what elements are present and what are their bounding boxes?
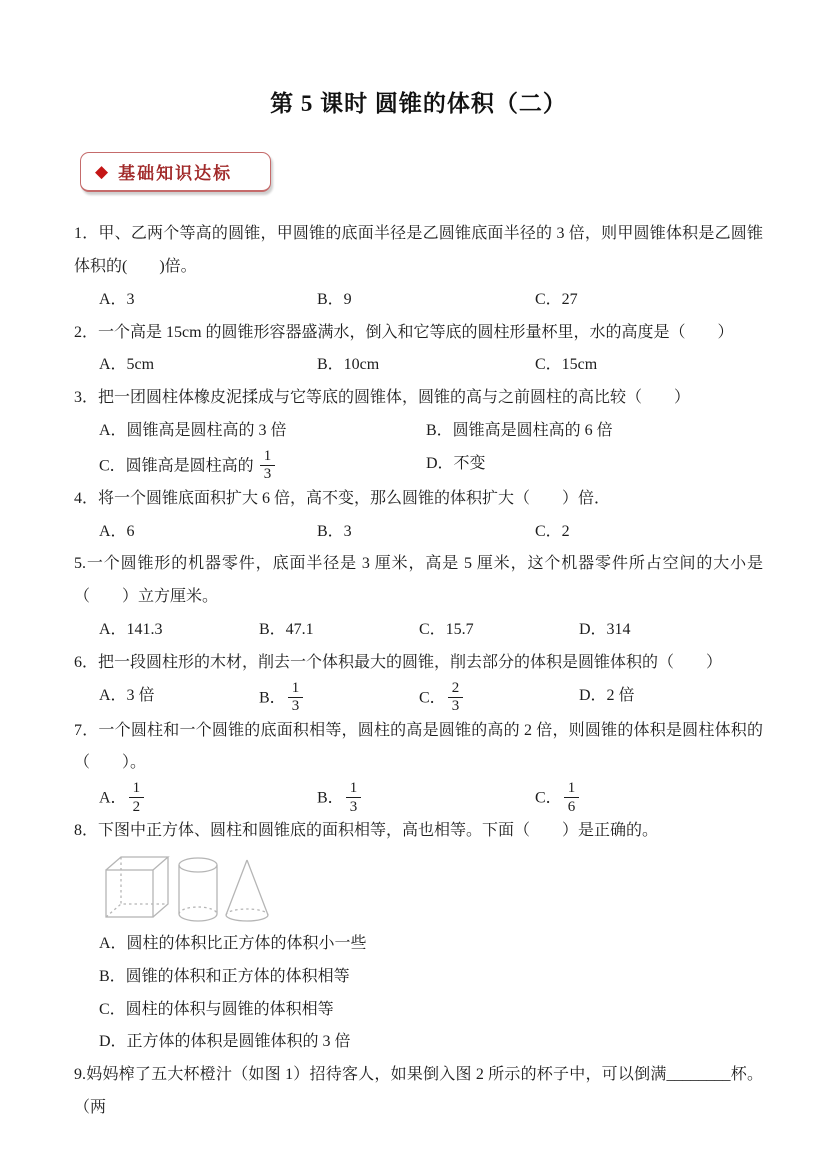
- option-c: C． $\frac{2}{3}$: [419, 680, 579, 715]
- question-5-text: 5.一个圆锥形的机器零件，底面半径是 3 厘米，高是 5 厘米，这个机器零件所占空间的大小是（ ）立方厘米。: [74, 555, 763, 606]
- question-9-text: 9.妈妈榨了五大杯橙汁（如图 1）招待客人，如果倒入图 2 所示的杯子中，可以倒满________杯。（两: [74, 1066, 763, 1117]
- option-b: B．47.1: [259, 621, 314, 638]
- question-3: [74, 382, 763, 483]
- fraction: $\frac{1}{3}$: [260, 448, 276, 483]
- question-8-text: 8．下图中正方体、圆柱和圆锥底的面积相等，高也相等。下面（ ）是正确的。: [74, 822, 659, 840]
- option-b: B． $\frac{1}{3}$: [259, 680, 419, 715]
- section-badge: [80, 152, 271, 192]
- option-b: B．圆锥的体积和正方体的体积相等: [99, 967, 350, 985]
- option-d: D．314: [579, 621, 631, 638]
- option-c: C．27: [535, 290, 578, 308]
- option-a: A．5cm: [99, 356, 155, 374]
- question-7: [74, 715, 763, 816]
- question-6-text: 6．把一段圆柱形的木材，削去一个体积最大的圆锥，削去部分的体积是圆锥体积的（ ）: [74, 653, 723, 671]
- question-3-options-row2: [74, 448, 763, 483]
- page-title: 第 5 课时 圆锥的体积（二）: [270, 91, 567, 116]
- question-4-options: [74, 516, 763, 549]
- question-2: [74, 317, 763, 383]
- question-7-options: [74, 780, 763, 815]
- solids-figure-svg: [100, 852, 272, 926]
- question-4-text: 4．将一个圆锥底面积扩大 6 倍，高不变，那么圆锥的体积扩大（ ）倍．: [74, 489, 611, 507]
- option-a: A．6: [99, 522, 135, 540]
- question-5-options: [74, 614, 763, 647]
- cone-icon: [226, 860, 268, 921]
- option-a: A．圆柱的体积比正方体的体积小一些: [99, 935, 367, 953]
- question-9: [74, 1059, 763, 1125]
- fraction: $\frac{1}{6}$: [564, 780, 580, 815]
- question-1: [74, 218, 763, 316]
- option-c: C．2: [535, 522, 570, 540]
- option-b: B．3: [317, 522, 352, 540]
- fraction: $\frac{2}{3}$: [448, 680, 464, 715]
- question-2-text: 2．一个高是 15cm 的圆锥形容器盛满水，倒入和它等底的圆柱形量杯里，水的高度是（ ）: [74, 323, 734, 341]
- question-2-options: [74, 349, 763, 382]
- question-3-options-row1: [74, 415, 763, 448]
- question-6: [74, 647, 763, 715]
- section-badge-label: 基础知识达标: [118, 164, 233, 184]
- question-6-options: [74, 680, 763, 715]
- option-b: B．9: [317, 290, 352, 308]
- question-8: [74, 815, 763, 1059]
- option-a: A． $\frac{1}{2}$: [99, 780, 317, 815]
- option-a: A．141.3: [99, 621, 163, 638]
- option-b: B．10cm: [317, 356, 380, 374]
- option-c: C．圆柱的体积与圆锥的体积相等: [99, 1000, 334, 1018]
- question-5: [74, 548, 763, 646]
- question-8-options: [74, 928, 763, 1059]
- option-a: A．3 倍: [99, 686, 155, 704]
- question-7-text: 7．一个圆柱和一个圆锥的底面积相等，圆柱的高是圆锥的高的 2 倍，则圆锥的体积是圆柱体积的（ ）。: [74, 721, 763, 772]
- option-a: A．圆锥高是圆柱高的 3 倍: [99, 421, 287, 439]
- option-d: D．2 倍: [579, 686, 635, 704]
- option-d: D．正方体的体积是圆锥体积的 3 倍: [99, 1033, 351, 1051]
- fraction: $\frac{1}{2}$: [129, 780, 145, 815]
- question-list: [74, 218, 763, 1125]
- option-c: C．圆锥高是圆柱高的 $\frac{1}{3}$: [99, 448, 426, 483]
- option-a: A．3: [99, 290, 135, 308]
- fraction: $\frac{1}{3}$: [346, 780, 362, 815]
- option-d: D．不变: [426, 454, 486, 472]
- cube-icon: [106, 857, 168, 917]
- option-b: B． $\frac{1}{3}$: [317, 780, 535, 815]
- option-c: C．15.7: [419, 621, 474, 638]
- question-3-text: 3．把一团圆柱体橡皮泥揉成与它等底的圆锥体，圆锥的高与之前圆柱的高比较（ ）: [74, 389, 691, 407]
- question-1-text: 1．甲、乙两个等高的圆锥，甲圆锥的底面半径是乙圆锥底面半径的 3 倍，则甲圆锥体积是乙圆锥体积的( )倍。: [74, 225, 763, 275]
- fraction: $\frac{1}{3}$: [288, 680, 304, 715]
- question-1-options: [74, 284, 763, 317]
- question-4: [74, 483, 763, 549]
- option-c: C． $\frac{1}{6}$: [535, 780, 581, 815]
- solids-figure: [100, 852, 763, 926]
- diamond-icon: ◆: [95, 162, 109, 182]
- cylinder-icon: [179, 858, 217, 921]
- option-c: C．15cm: [535, 356, 598, 374]
- option-b: B．圆锥高是圆柱高的 6 倍: [426, 421, 613, 439]
